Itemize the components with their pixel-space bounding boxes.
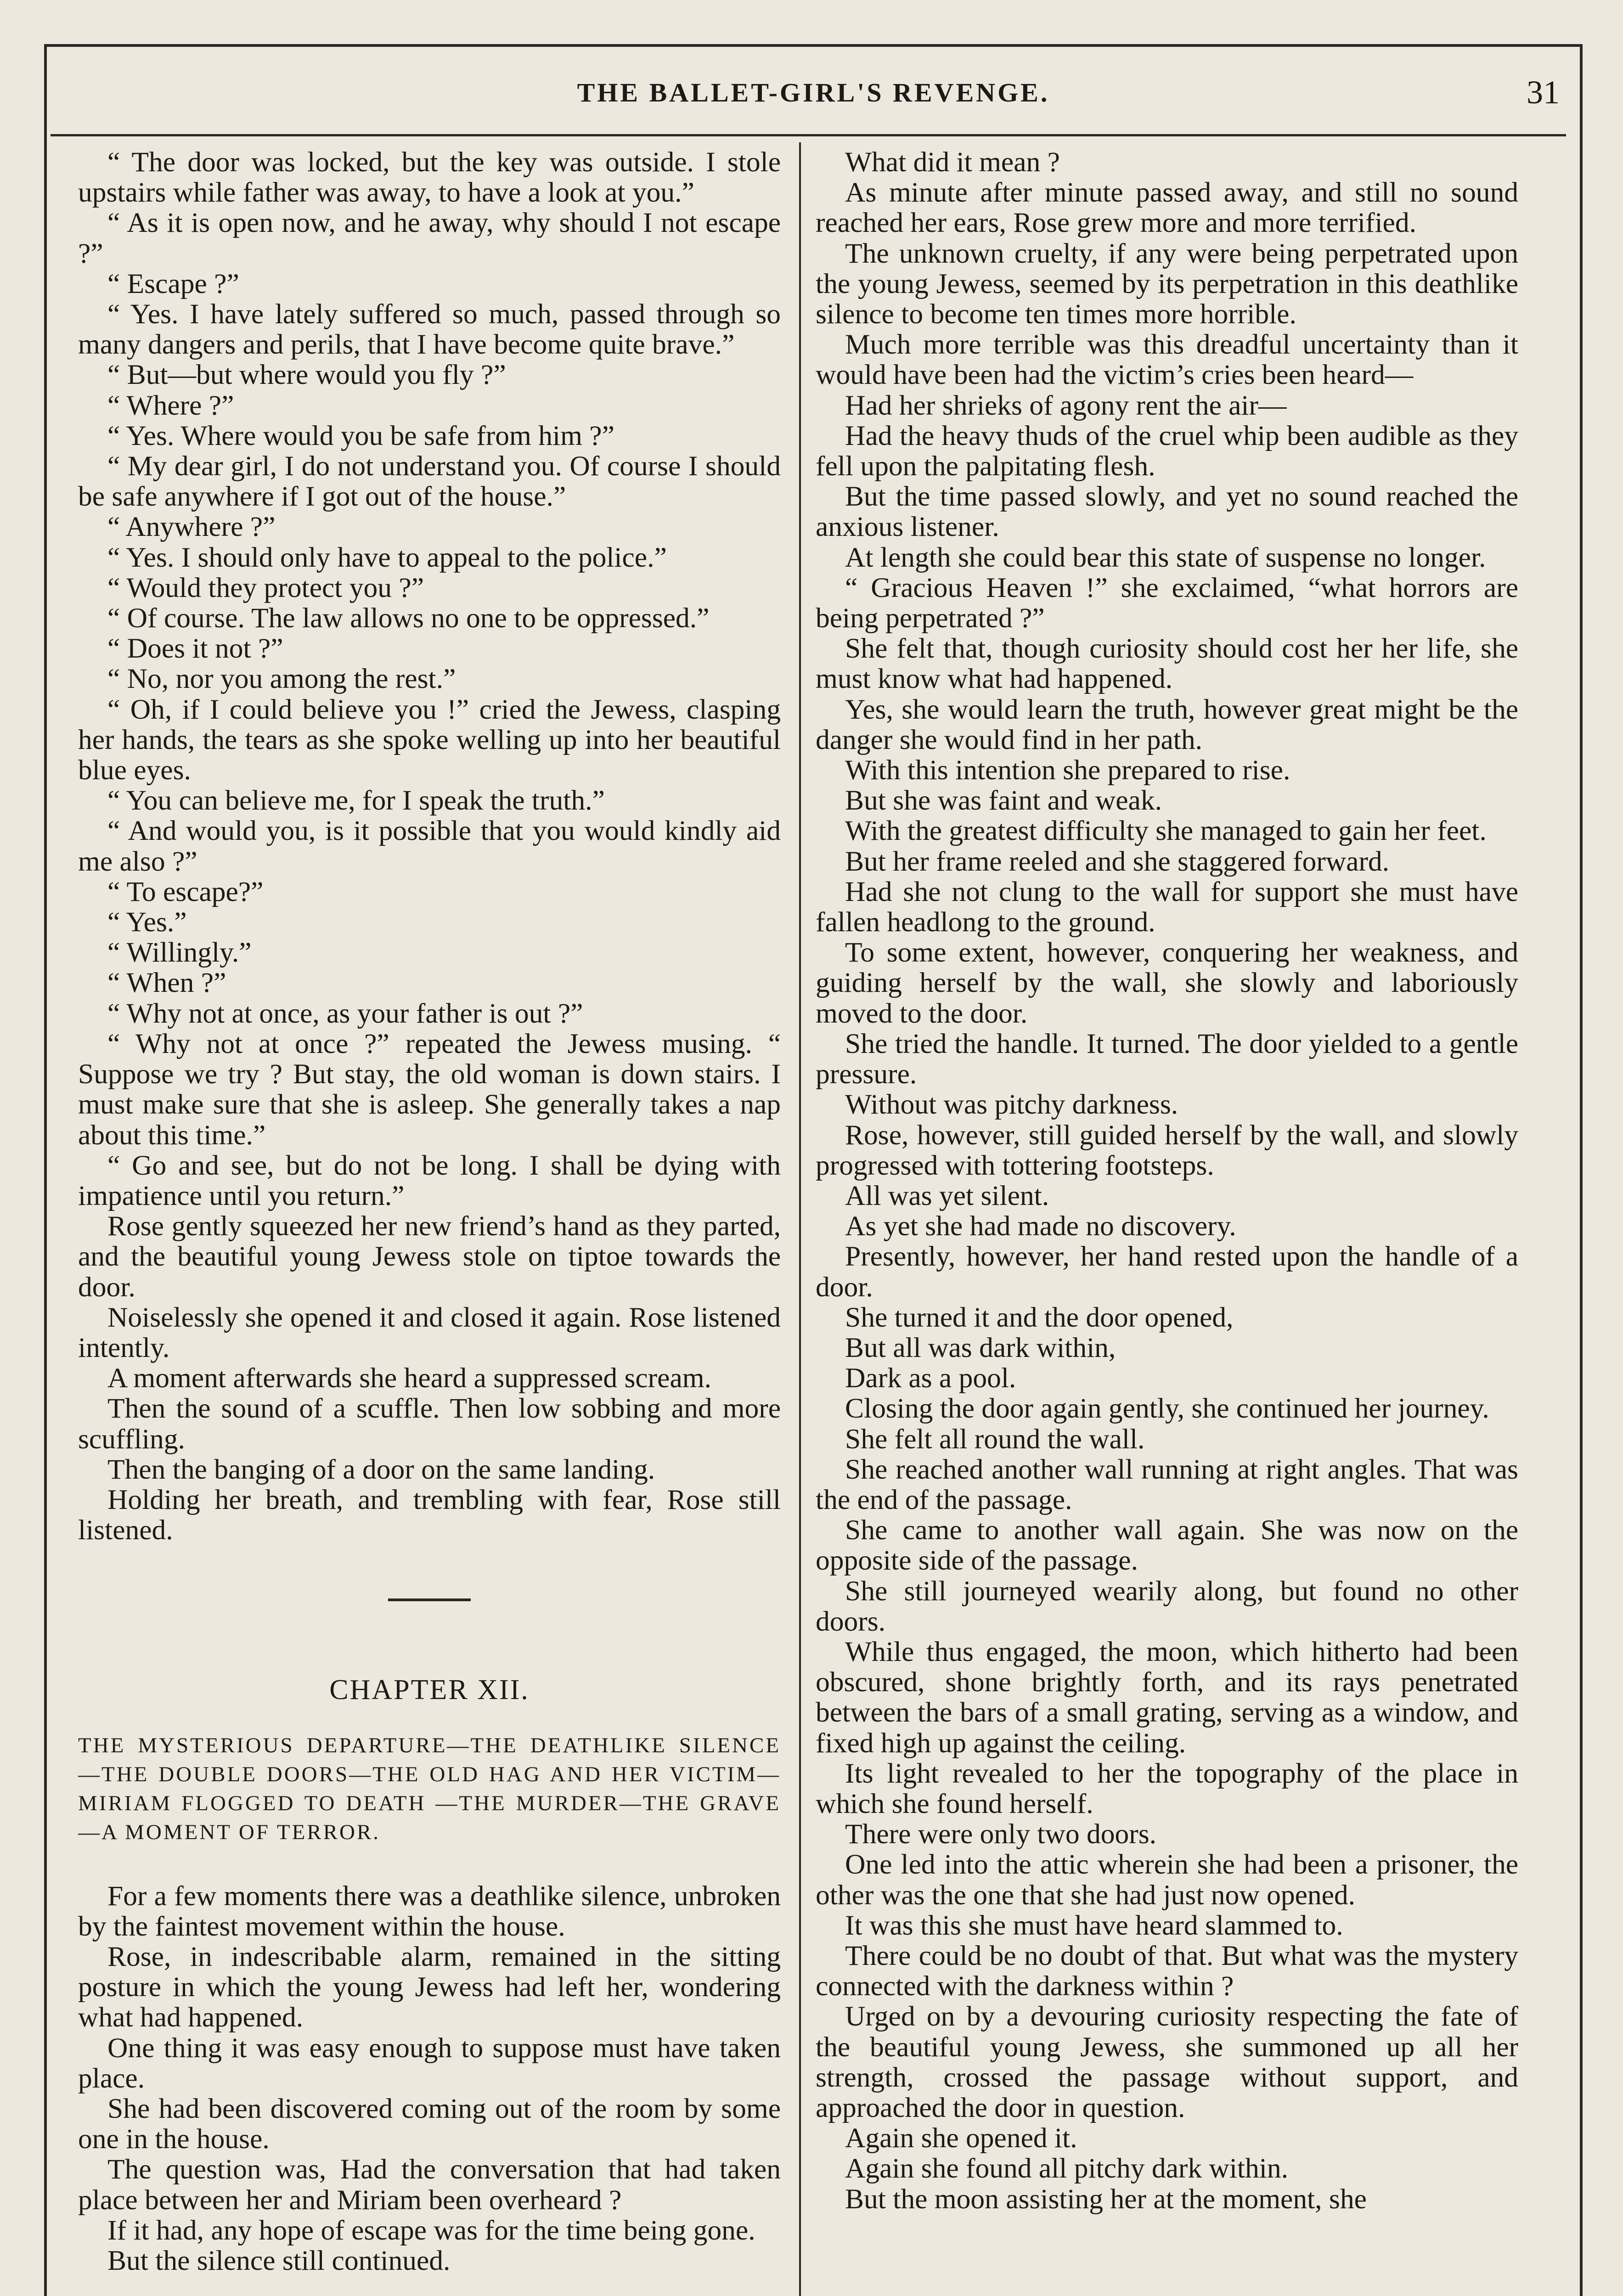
- chapter-summary: THE MYSTERIOUS DEPARTURE—THE DEATHLIKE SILENCE—THE DOUBLE DOORS—THE OLD HAG AND HER VICTIM—MIRIAM FLOGGED TO DEATH —THE MURDER—THE GRAVE—A MOMENT OF TERROR.: [78, 1733, 781, 1844]
- paragraph: “ Gracious Heaven !” she exclaimed, “what horrors are being perpetrated ?”: [816, 572, 1518, 634]
- paragraph: If it had, any hope of escape was for the time being gone.: [107, 2214, 755, 2246]
- paragraph: Then the sound of a scuffle. Then low sobbing and more scuffling.: [78, 1393, 781, 1455]
- paragraph: “ Why not at once ?” repeated the Jewess musing. “ Suppose we try ? But stay, the old woman is down stairs. I must make sure that she is asleep. She generally takes a nap about this time.”: [78, 1028, 781, 1151]
- paragraph: “ Why not at once, as your father is out ?”: [107, 997, 583, 1029]
- paragraph: “ Would they protect you ?”: [107, 572, 424, 603]
- paragraph: The question was, Had the conversation that had taken place between her and Miriam been overheard ?: [78, 2154, 781, 2216]
- paragraph: Closing the door again gently, she continued her journey.: [845, 1393, 1489, 1424]
- paragraph: “ But—but where would you fly ?”: [107, 359, 506, 391]
- paragraph: There could be no doubt of that. But what was the mystery connected with the darkness within ?: [816, 1940, 1518, 2002]
- paragraph: She felt all round the wall.: [845, 1423, 1145, 1455]
- paragraph: “ No, nor you among the rest.”: [107, 663, 456, 695]
- paragraph: Dark as a pool.: [845, 1362, 1016, 1394]
- paragraph: With the greatest difficulty she managed to gain her feet.: [845, 815, 1487, 847]
- paragraph: As minute after minute passed away, and still no sound reached her ears, Rose grew more and more terrified.: [816, 177, 1518, 239]
- paragraph: Without was pitchy darkness.: [845, 1089, 1178, 1120]
- paragraph: But the moon assisting her at the moment, she: [845, 2183, 1367, 2215]
- column-divider: [799, 142, 801, 2296]
- paragraph: Presently, however, her hand rested upon the handle of a door.: [816, 1241, 1518, 1303]
- paragraph: Had she not clung to the wall for support she must have fallen headlong to the ground.: [816, 876, 1518, 938]
- paragraph: Again she opened it.: [845, 2122, 1077, 2154]
- paragraph: Urged on by a devouring curiosity respecting the fate of the beautiful young Jewess, she summoned up all her strength, crossed the passage without support, and approached the door in question.: [816, 2001, 1518, 2123]
- paragraph: “ To escape?”: [107, 876, 264, 907]
- paragraph: All was yet silent.: [845, 1180, 1049, 1211]
- paragraph: Rose, in indescribable alarm, remained in the sitting posture in which the young Jewess had left her, wondering what had happened.: [78, 1941, 781, 2033]
- paragraph: Much more terrible was this dreadful uncertainty than it would have been had the victim’s cries been heard—: [816, 329, 1518, 391]
- paragraph: With this intention she prepared to rise.: [845, 754, 1291, 786]
- paragraph: “ Willingly.”: [107, 937, 252, 968]
- chapter-heading: CHAPTER XII.: [329, 1674, 530, 1706]
- section-separator-rule: [388, 1598, 471, 1601]
- paragraph: Rose gently squeezed her new friend’s hand as they parted, and the beautiful young Jewess stole on tiptoe towards the door.: [78, 1210, 781, 1303]
- paragraph: “ As it is open now, and he away, why should I not escape ?”: [78, 207, 781, 269]
- paragraph: But the silence still continued.: [107, 2245, 451, 2276]
- paragraph: “ You can believe me, for I speak the truth.”: [107, 785, 605, 816]
- right-column-text: [816, 147, 1518, 2214]
- paragraph: “ Where ?”: [107, 389, 234, 421]
- paragraph: She felt that, though curiosity should cost her her life, she must know what had happened.: [816, 633, 1518, 695]
- paragraph: “ Anywhere ?”: [107, 511, 276, 543]
- paragraph: She still journeyed wearily along, but found no other doors.: [816, 1575, 1518, 1637]
- paragraph: Had the heavy thuds of the cruel whip been audible as they fell upon the palpitating flesh.: [816, 420, 1518, 482]
- chapter-text: [78, 1881, 781, 2276]
- right-column: [816, 147, 1518, 2296]
- paragraph: But her frame reeled and she staggered forward.: [845, 845, 1390, 877]
- paragraph: She reached another wall running at right angles. That was the end of the passage.: [816, 1453, 1518, 1515]
- page-number: 31: [1527, 74, 1560, 111]
- running-header: [44, 69, 1583, 119]
- paragraph: “ Yes. I should only have to appeal to the police.”: [107, 541, 667, 573]
- paragraph: “ Of course. The law allows no one to be oppressed.”: [107, 602, 710, 634]
- paragraph: “ Does it not ?”: [107, 633, 283, 664]
- paragraph: Had her shrieks of agony rent the air—: [845, 389, 1287, 421]
- running-title: THE BALLET-GIRL'S REVENGE.: [577, 78, 1050, 107]
- paragraph: To some extent, however, conquering her weakness, and guiding herself by the wall, she slowly and laboriously moved to the door.: [816, 937, 1518, 1029]
- header-rule: [51, 134, 1566, 136]
- paragraph: Yes, she would learn the truth, however great might be the danger she would find in her path.: [816, 693, 1518, 755]
- paragraph: The unknown cruelty, if any were being perpetrated upon the young Jewess, seemed by its perpetration in this deathlike silence to become ten times more horrible.: [816, 237, 1518, 330]
- paragraph: Again she found all pitchy dark within.: [845, 2153, 1289, 2184]
- paragraph: There were only two doors.: [845, 1818, 1157, 1850]
- paragraph: One thing it was easy enough to suppose must have taken place.: [78, 2032, 781, 2094]
- paragraph: For a few moments there was a deathlike silence, unbroken by the faintest movement within the house.: [78, 1880, 781, 1942]
- paragraph: One led into the attic wherein she had been a prisoner, the other was the one that she had just now opened.: [816, 1849, 1518, 1911]
- left-column: [78, 147, 781, 2296]
- paragraph: “ Yes. Where would you be safe from him ?”: [107, 420, 614, 451]
- paragraph: “ Yes.”: [107, 906, 187, 938]
- paragraph: At length she could bear this state of suspense no longer.: [845, 541, 1486, 573]
- paragraph: “ The door was locked, but the key was outside. I stole upstairs while father was away, to have a look at you.”: [78, 147, 781, 208]
- paragraph: “ Oh, if I could believe you !” cried the Jewess, clasping her hands, the tears as she spoke welling up into her beautiful blue eyes.: [78, 693, 781, 786]
- left-column-text: [78, 147, 781, 1545]
- paragraph: While thus engaged, the moon, which hitherto had been obscured, shone brightly forth, and its rays penetrated between the bars of a small grating, serving as a window, and fixed high up against the ceiling.: [816, 1636, 1518, 1759]
- paragraph: It was this she must have heard slammed to.: [845, 1909, 1343, 1941]
- paragraph: “ Escape ?”: [107, 268, 239, 299]
- paragraph: What did it mean ?: [845, 147, 1060, 178]
- paragraph: She had been discovered coming out of the room by some one in the house.: [78, 2093, 781, 2155]
- paragraph: Rose, however, still guided herself by the wall, and slowly progressed with tottering footsteps.: [816, 1119, 1518, 1181]
- paragraph: “ When ?”: [107, 967, 226, 999]
- paragraph: She turned it and the door opened,: [845, 1301, 1234, 1333]
- paragraph: A moment afterwards she heard a suppressed scream.: [107, 1362, 711, 1394]
- paragraph: She tried the handle. It turned. The door yielded to a gentle pressure.: [816, 1028, 1518, 1090]
- paragraph: “ Yes. I have lately suffered so much, passed through so many dangers and perils, that I have become quite brave.”: [78, 298, 781, 360]
- paragraph: As yet she had made no discovery.: [845, 1210, 1236, 1242]
- paragraph: “ And would you, is it possible that you would kindly aid me also ?”: [78, 815, 781, 877]
- paragraph: “ My dear girl, I do not understand you. Of course I should be safe anywhere if I got out of the house.”: [78, 450, 781, 512]
- paragraph: But she was faint and weak.: [845, 785, 1162, 816]
- paragraph: Its light revealed to her the topography of the place in which she found herself.: [816, 1757, 1518, 1819]
- paragraph: But the time passed slowly, and yet no sound reached the anxious listener.: [816, 481, 1518, 543]
- paragraph: But all was dark within,: [845, 1332, 1116, 1363]
- paragraph: Holding her breath, and trembling with fear, Rose still listened.: [78, 1484, 781, 1546]
- paragraph: Noiselessly she opened it and closed it again. Rose listened intently.: [78, 1301, 781, 1363]
- paragraph: “ Go and see, but do not be long. I shall be dying with impatience until you return.”: [78, 1149, 781, 1211]
- paragraph: Then the banging of a door on the same landing.: [107, 1453, 655, 1485]
- paragraph: She came to another wall again. She was now on the opposite side of the passage.: [816, 1514, 1518, 1576]
